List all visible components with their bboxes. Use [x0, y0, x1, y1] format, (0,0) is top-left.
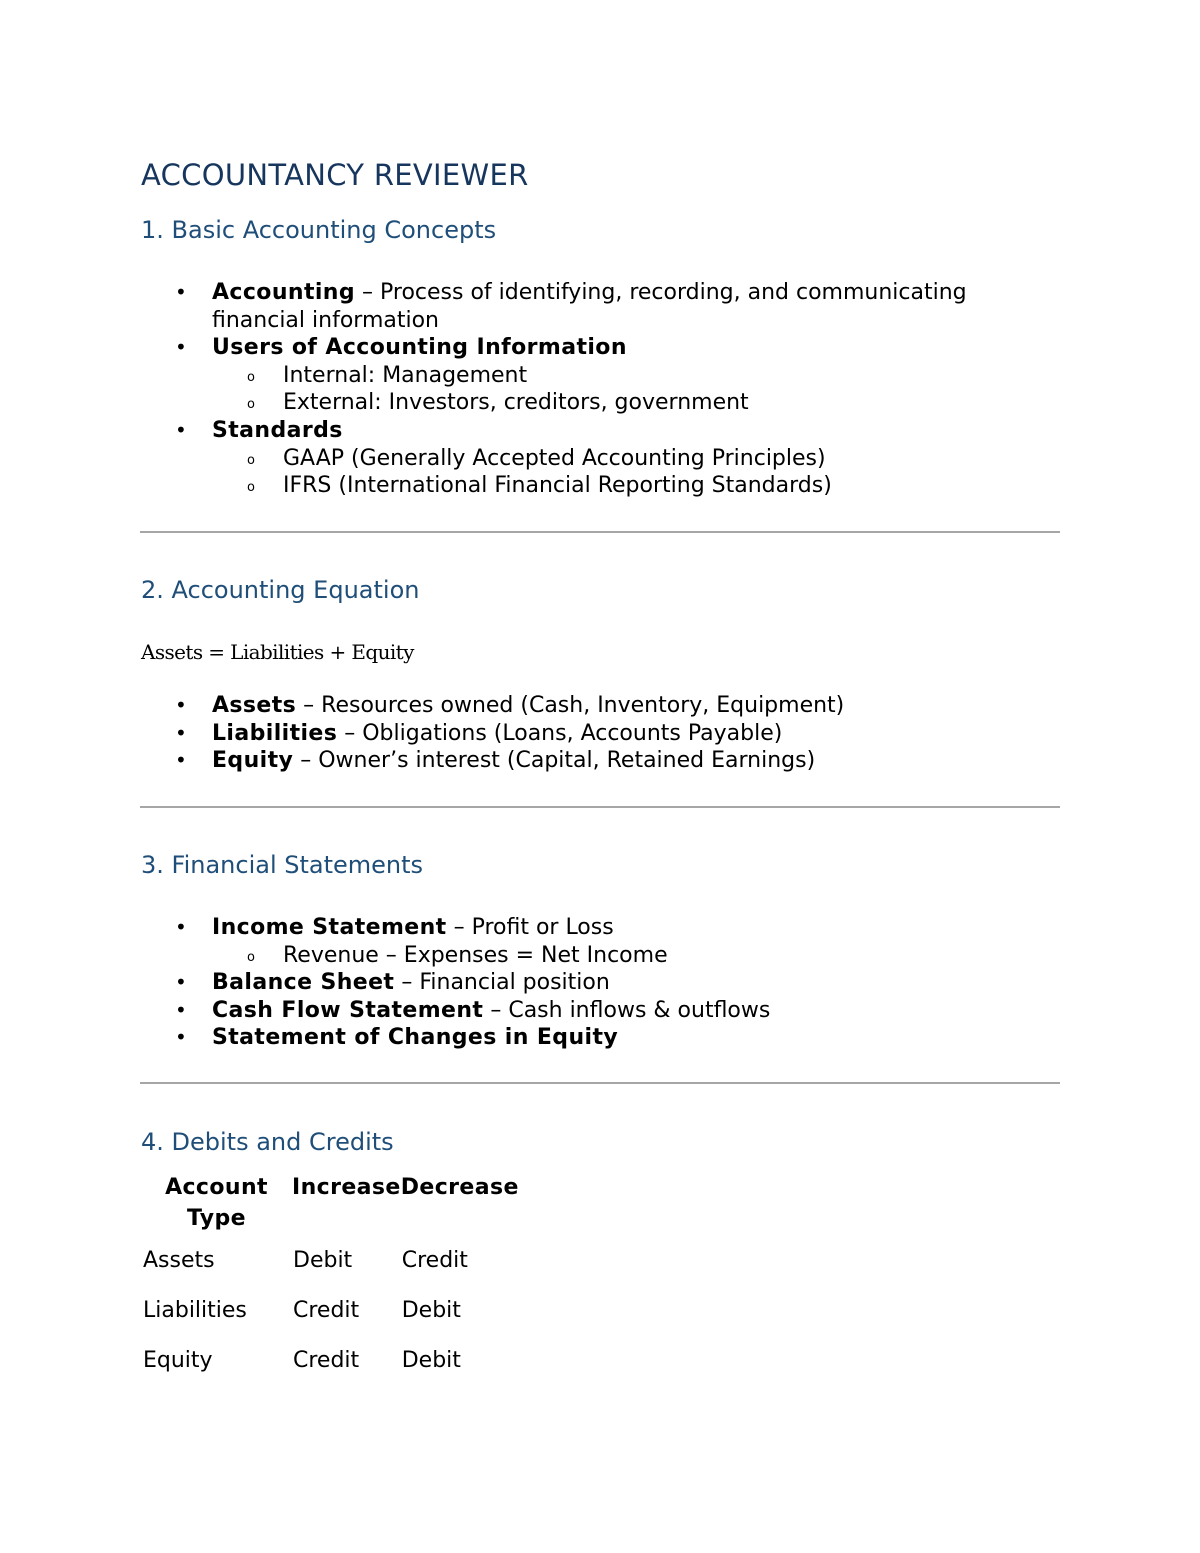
accounting-equation-list	[0, 692, 1200, 775]
term-description: – Profit or Loss	[446, 915, 614, 940]
bullet-icon: •	[175, 997, 187, 1022]
accounting-equation-formula: Assets = Liabilities + Equity	[141, 640, 414, 664]
section-divider	[140, 531, 1060, 533]
sub-list-item	[0, 472, 1200, 500]
sub-bullet-icon: o	[247, 452, 255, 468]
term: Balance Sheet	[212, 970, 395, 996]
list-item	[0, 969, 1200, 997]
term: Cash Flow Statement	[212, 997, 484, 1023]
list-item	[0, 692, 1200, 720]
table-row	[141, 1248, 519, 1298]
bullet-icon: •	[175, 417, 187, 442]
sub-list-item	[0, 445, 1200, 473]
list-item	[0, 997, 1200, 1025]
sub-bullet-icon: o	[247, 369, 255, 385]
bullet-icon: •	[175, 915, 187, 939]
column-header-increase: Increase	[292, 1175, 401, 1200]
section-heading-debits-credits: 4. Debits and Credits	[141, 1128, 394, 1156]
term: Users of Accounting Information	[212, 335, 627, 361]
table-cell: Debit	[293, 1248, 353, 1273]
term-description: – Obligations (Loans, Accounts Payable)	[337, 720, 783, 746]
table-cell: Liabilities	[143, 1298, 247, 1323]
bullet-icon: •	[175, 335, 187, 360]
sub-item-text: GAAP (Generally Accepted Accounting Principles)	[283, 445, 826, 471]
table-cell: Equity	[143, 1348, 213, 1373]
document-title: ACCOUNTANCY REVIEWER	[141, 158, 529, 192]
table-cell: Credit	[401, 1248, 468, 1273]
term-description: – Cash inflows & outflows	[483, 997, 771, 1023]
list-item	[0, 914, 1200, 942]
section-heading-accounting-equation: 2. Accounting Equation	[141, 576, 420, 604]
column-header-decrease: Decrease	[400, 1175, 519, 1200]
sub-item-text: Revenue – Expenses = Net Income	[283, 942, 668, 968]
basic-concepts-list	[0, 279, 1200, 500]
bullet-icon: •	[175, 720, 187, 745]
term-description: – Financial position	[394, 970, 610, 996]
table-header-row	[141, 1172, 519, 1248]
section-divider	[140, 806, 1060, 808]
sub-list-item	[0, 942, 1200, 970]
term-description: – Resources owned (Cash, Inventory, Equipment)	[296, 693, 845, 718]
list-item	[0, 279, 1200, 334]
list-item	[0, 747, 1200, 775]
sub-item-text: Internal: Management	[283, 362, 528, 388]
sub-bullet-icon: o	[247, 480, 255, 496]
table-cell: Credit	[293, 1348, 360, 1373]
sub-item-text: IFRS (International Financial Reporting Standards)	[283, 473, 832, 499]
bullet-icon: •	[175, 280, 187, 304]
sub-bullet-icon: o	[247, 949, 255, 965]
term-description: – Owner’s interest (Capital, Retained Earnings)	[293, 748, 816, 774]
table-cell: Credit	[293, 1298, 360, 1323]
section-divider	[140, 1082, 1060, 1084]
sub-bullet-icon: o	[247, 397, 255, 413]
section-heading-financial-statements: 3. Financial Statements	[141, 851, 424, 879]
list-item	[0, 334, 1200, 362]
term: Accounting	[212, 280, 356, 305]
term: Equity	[212, 748, 294, 774]
term: Assets	[212, 693, 297, 718]
term: Standards	[212, 417, 343, 443]
sub-list-item	[0, 389, 1200, 417]
list-item	[0, 1024, 1200, 1052]
bullet-icon: •	[175, 693, 187, 717]
table-row	[141, 1298, 519, 1348]
section-heading-basic-concepts: 1. Basic Accounting Concepts	[141, 216, 497, 244]
list-item	[0, 417, 1200, 445]
bullet-icon: •	[175, 970, 187, 995]
sub-list-item	[0, 362, 1200, 390]
table-cell: Assets	[143, 1248, 215, 1273]
term-description: – Process of identifying, recording, and communicating financial information	[212, 280, 967, 333]
term: Income Statement	[212, 915, 447, 940]
debits-credits-table	[141, 1172, 519, 1398]
bullet-icon: •	[175, 1025, 187, 1050]
column-header-account-type: Account Type	[165, 1175, 268, 1231]
table-cell: Debit	[401, 1348, 461, 1373]
financial-statements-list	[0, 914, 1200, 1052]
term: Liabilities	[212, 720, 338, 746]
table-cell: Debit	[401, 1298, 461, 1323]
table-row	[141, 1348, 519, 1398]
sub-item-text: External: Investors, creditors, government	[283, 390, 749, 416]
bullet-icon: •	[175, 748, 187, 773]
term: Statement of Changes in Equity	[212, 1025, 619, 1051]
list-item	[0, 720, 1200, 748]
